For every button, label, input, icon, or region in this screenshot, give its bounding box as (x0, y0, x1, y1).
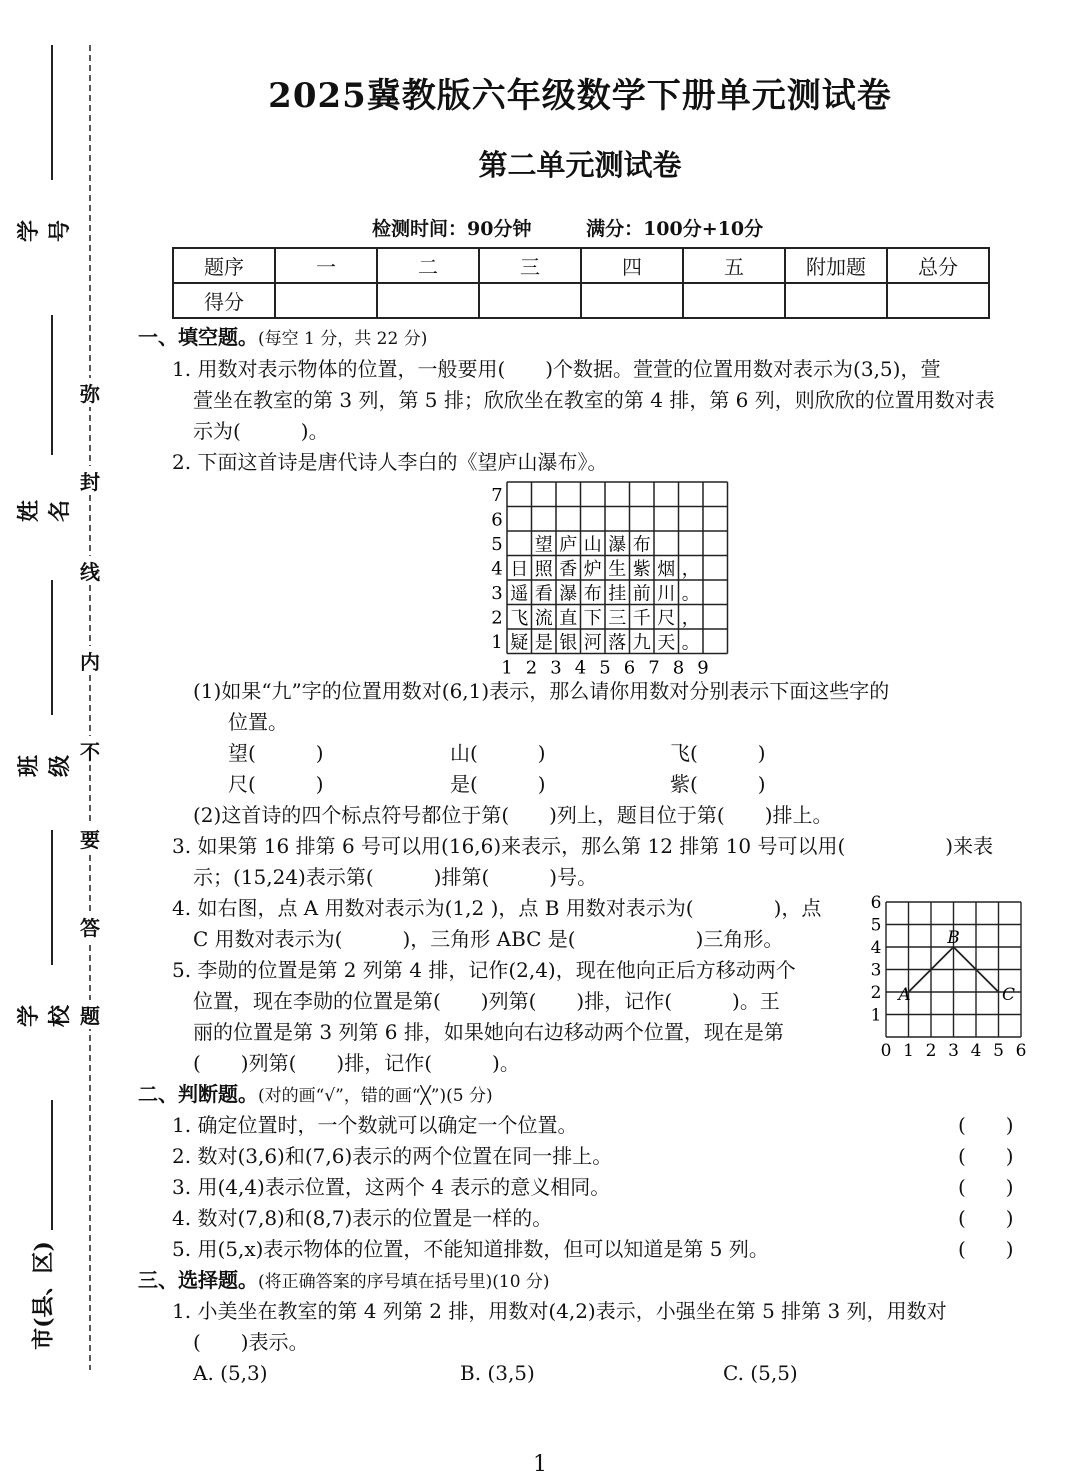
judge-answer-box[interactable]: ( ) (958, 1144, 1014, 1168)
poem-char: 山 (583, 534, 602, 556)
poem-char: 疑 (510, 632, 529, 654)
seal-char: 要 (78, 824, 102, 853)
judge-answer-box[interactable]: ( ) (958, 1206, 1014, 1230)
q2-text: 2. 下面这首诗是唐代诗人李白的《望庐山瀑布》。 (172, 450, 608, 474)
score-table-score-row (173, 283, 989, 318)
table-cell: 四 (581, 248, 683, 283)
point-label: A (898, 985, 911, 1005)
poem-char: 川 (657, 583, 676, 605)
table-cell: 题序 (173, 248, 275, 283)
table-cell: 得分 (173, 283, 275, 318)
judge-item: 3. 用(4,4)表示位置，这两个 4 表示的意义相同。 (172, 1175, 611, 1199)
y-tick-label: 1 (491, 632, 503, 654)
poem-char: 照 (534, 559, 553, 581)
q5-line3: 丽的位置是第 3 列第 6 排，如果她向右边移动两个位置，现在是第 (193, 1020, 784, 1044)
label-name: 姓名 (16, 500, 73, 523)
x-tick-label: 2 (925, 1041, 937, 1060)
score-input-cell[interactable] (683, 283, 785, 318)
q4-line2: C 用数对表示为( )，三角形 ABC 是( )三角形。 (193, 927, 784, 951)
q5-line2: 位置，现在李勋的位置是第( )列第( )排，记作( )。王 (193, 989, 780, 1013)
q2-1-line2: 位置。 (228, 710, 288, 734)
poem-char: 紫 (632, 559, 651, 581)
label-school: 学校 (16, 1005, 73, 1028)
x-tick-label: 6 (623, 657, 636, 678)
x-tick-label: 4 (574, 657, 587, 678)
poem-char: 香 (559, 559, 578, 581)
q4-line1: 4. 如右图，点 A 用数对表示为(1,2 )，点 B 用数对表示为( )，点 (172, 896, 822, 920)
y-tick-label: 1 (870, 1005, 882, 1026)
score-input-cell[interactable] (887, 283, 989, 318)
poem-char: 银 (559, 632, 578, 654)
poem-char: 瀑 (559, 583, 578, 605)
poem-char: 天 (657, 632, 676, 654)
q3-line2: 示；(15,24)表示第( )排第( )号。 (193, 865, 598, 889)
seal-char: 线 (78, 556, 102, 585)
poem-char: 九 (632, 632, 651, 654)
label-city: 市(县、区) (30, 1241, 57, 1350)
q1-line1: 1. 用数对表示物体的位置，一般要用( )个数据。萱萱的位置用数对表示为(3,5)，萱 (172, 357, 941, 381)
y-tick-label: 3 (870, 960, 882, 981)
x-tick-label: 4 (970, 1041, 982, 1060)
q2-2-text: (2)这首诗的四个标点符号都位于第( )列上，题目位于第( )排上。 (193, 803, 833, 827)
x-tick-label: 2 (525, 657, 538, 678)
table-cell: 二 (377, 248, 479, 283)
judge-item: 4. 数对(7,8)和(8,7)表示的位置是一样的。 (172, 1206, 553, 1230)
blank-chi[interactable]: 尺( ) (228, 772, 324, 796)
x-tick-label: 7 (648, 657, 660, 678)
seal-char: 题 (78, 1000, 102, 1029)
poem-char: 庐 (559, 534, 578, 556)
blank-shi[interactable]: 是( ) (450, 772, 546, 796)
option-b[interactable]: B. (3,5) (460, 1361, 535, 1385)
blank-shan[interactable]: 山( ) (450, 741, 546, 765)
poem-char: 千 (632, 608, 651, 630)
q3-line1: 3. 如果第 16 排第 6 号可以用(16,6)来表示，那么第 12 排第 10 号可以用( )来表 (172, 834, 994, 858)
point-label: C (1001, 985, 1016, 1005)
score-input-cell[interactable] (479, 283, 581, 318)
q5-line1: 5. 李勋的位置是第 2 列第 4 排，记作(2,4)，现在他向正后方移动两个 (172, 958, 796, 982)
poem-char: 看 (534, 583, 553, 605)
x-tick-label: 1 (903, 1041, 914, 1060)
poem-char: 尺 (657, 608, 676, 630)
section-note: (每空 1 分，共 22 分) (258, 329, 428, 349)
y-tick-label: 6 (491, 509, 503, 531)
blank-fei[interactable]: 飞( ) (670, 741, 766, 765)
judge-item: 2. 数对(3,6)和(7,6)表示的两个位置在同一排上。 (172, 1144, 613, 1168)
judge-answer-box[interactable]: ( ) (958, 1175, 1014, 1199)
poem-char: 流 (534, 608, 553, 630)
table-cell: 五 (683, 248, 785, 283)
poem-char: 遥 (510, 583, 529, 605)
score-input-cell[interactable] (785, 283, 887, 318)
section1-heading (138, 322, 427, 355)
y-tick-label: 2 (491, 607, 503, 629)
section-title: 三、选择题。 (138, 1268, 258, 1292)
page-title: 2025冀教版六年级数学下册单元测试卷 (268, 76, 892, 116)
x-tick-label: 3 (948, 1041, 959, 1060)
exam-time: 检测时间：90分钟 (372, 218, 532, 240)
poem-char: 望 (534, 534, 553, 556)
x-tick-label: 5 (993, 1041, 1004, 1060)
poem-char: 。 (681, 583, 700, 605)
option-a[interactable]: A. (5,3) (193, 1361, 268, 1385)
section-title: 一、填空题。 (138, 325, 258, 349)
label-student-no: 学号 (16, 220, 73, 243)
table-cell: 一 (275, 248, 377, 283)
q2-1-line1: (1)如果“九”字的位置用数对(6,1)表示，那么请你用数对分别表示下面这些字的 (193, 679, 890, 703)
seal-char: 弥 (78, 378, 102, 407)
poem-char: 是 (534, 632, 553, 654)
score-input-cell[interactable] (377, 283, 479, 318)
x-tick-label: 5 (599, 657, 611, 678)
blank-wang[interactable]: 望( ) (228, 741, 324, 765)
judge-answer-box[interactable]: ( ) (958, 1237, 1014, 1261)
poem-char: 飞 (510, 608, 529, 630)
option-c[interactable]: C. (5,5) (723, 1361, 798, 1385)
exam-meta (372, 214, 811, 241)
score-input-cell[interactable] (275, 283, 377, 318)
full-score: 满分：100分+10分 (586, 218, 764, 240)
poem-char: 日 (510, 559, 529, 581)
point-label: B (947, 928, 960, 948)
x-tick-label: 9 (697, 657, 709, 678)
section3-heading (138, 1265, 550, 1298)
coordinate-grid (868, 890, 1038, 1060)
poem-char: 落 (608, 632, 627, 654)
x-tick-label: 6 (1015, 1041, 1027, 1060)
x-tick-label: 0 (880, 1041, 892, 1060)
section-note: (对的画“√”，错的画“╳”)(5 分) (258, 1086, 493, 1106)
q1-line2: 萱坐在教室的第 3 列，第 5 排；欣欣坐在教室的第 4 排，第 6 列，则欣欣的位置用数对表 (193, 388, 995, 412)
poem-char: 挂 (608, 583, 627, 605)
poem-char: 前 (632, 583, 651, 605)
section-note: (将正确答案的序号填在括号里)(10 分) (258, 1272, 550, 1292)
unit-subtitle: 第二单元测试卷 (478, 148, 682, 182)
seal-char: 不 (78, 736, 102, 765)
poem-char: 。 (681, 632, 700, 654)
poem-char: 生 (608, 559, 627, 581)
poem-grid (485, 478, 745, 678)
x-tick-label: 8 (672, 657, 685, 678)
section2-heading (138, 1079, 493, 1112)
x-tick-label: 3 (550, 657, 562, 678)
y-tick-label: 4 (491, 558, 503, 580)
blank-zi[interactable]: 紫( ) (670, 772, 766, 796)
judge-item: 1. 确定位置时，一个数就可以确定一个位置。 (172, 1113, 578, 1137)
judge-answer-box[interactable]: ( ) (958, 1113, 1014, 1137)
poem-char: 瀑 (608, 534, 627, 556)
poem-char: 直 (559, 608, 578, 630)
choice-q1-line2: ( )表示。 (193, 1330, 309, 1354)
y-tick-label: 7 (491, 485, 503, 507)
y-tick-label: 2 (870, 983, 882, 1003)
section-title: 二、判断题。 (138, 1082, 258, 1106)
score-input-cell[interactable] (581, 283, 683, 318)
y-tick-label: 4 (870, 938, 882, 958)
poem-char: 三 (608, 608, 627, 630)
poem-char: 布 (583, 583, 602, 605)
y-tick-label: 5 (870, 915, 882, 936)
poem-char: 河 (583, 632, 602, 654)
seal-char: 答 (78, 912, 102, 941)
poem-char: 下 (583, 608, 602, 630)
page-number: 1 (533, 1452, 547, 1477)
y-tick-label: 3 (491, 583, 503, 605)
judge-item: 5. 用(5,x)表示物体的位置，不能知道排数，但可以知道是第 5 列。 (172, 1237, 769, 1261)
x-tick-label: 1 (501, 657, 513, 678)
choice-q1-line1: 1. 小美坐在教室的第 4 列第 2 排，用数对(4,2)表示，小强坐在第 5 排第 3 列，用数对 (172, 1299, 947, 1323)
table-cell: 总分 (887, 248, 989, 283)
q5-line4: ( )列第( )排，记作( )。 (193, 1051, 520, 1075)
poem-char: ， (681, 608, 700, 630)
score-table-header-row (173, 248, 989, 283)
poem-char: ， (681, 559, 700, 581)
table-cell: 三 (479, 248, 581, 283)
y-tick-label: 5 (491, 534, 503, 556)
poem-char: 炉 (583, 559, 602, 581)
y-tick-label: 6 (870, 893, 882, 913)
poem-char: 烟 (657, 559, 676, 581)
score-table (172, 247, 990, 319)
table-cell: 附加题 (785, 248, 887, 283)
seal-char: 封 (78, 466, 102, 495)
poem-char: 布 (632, 534, 651, 556)
q1-line3: 示为( )。 (193, 419, 329, 443)
seal-char: 内 (78, 646, 102, 675)
label-class: 班级 (16, 755, 73, 778)
